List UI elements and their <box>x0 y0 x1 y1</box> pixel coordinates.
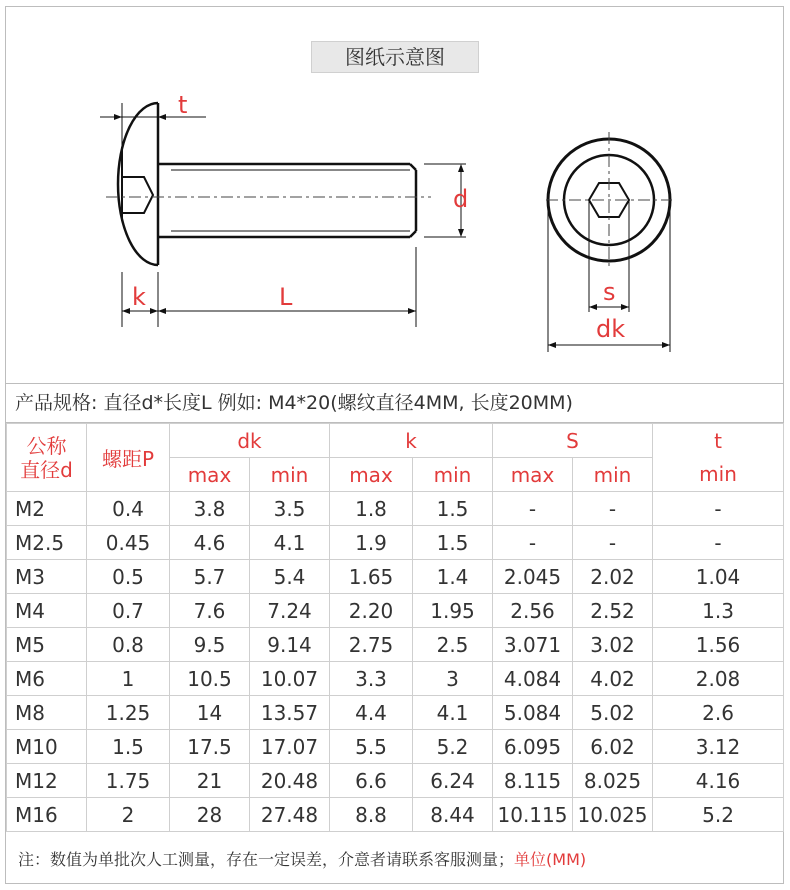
table-cell: 1.5 <box>413 526 493 560</box>
table-cell: 3.3 <box>330 662 413 696</box>
table-cell: M4 <box>7 594 87 628</box>
table-cell: 5.7 <box>170 560 250 594</box>
table-cell: 5.2 <box>413 730 493 764</box>
table-cell: 2.5 <box>413 628 493 662</box>
table-cell: - <box>653 492 784 526</box>
spec-line: 产品规格: 直径d*长度L 例如: M4*20(螺纹直径4MM, 长度20MM) <box>6 383 783 423</box>
label-t: t <box>178 91 188 119</box>
table-cell: 27.48 <box>250 798 330 832</box>
table-cell: 4.6 <box>170 526 250 560</box>
label-dk: dk <box>596 315 626 343</box>
label-L: L <box>279 283 293 311</box>
table-cell: 1.56 <box>653 628 784 662</box>
table-cell: 20.48 <box>250 764 330 798</box>
table-cell: 21 <box>170 764 250 798</box>
table-row <box>7 628 784 662</box>
table-cell: 5.02 <box>573 696 653 730</box>
table-cell: M3 <box>7 560 87 594</box>
table-cell: 9.14 <box>250 628 330 662</box>
table-cell: 4.16 <box>653 764 784 798</box>
table-cell: M6 <box>7 662 87 696</box>
table-cell: 2.045 <box>493 560 573 594</box>
table-cell: 3 <box>413 662 493 696</box>
table-cell: 1.65 <box>330 560 413 594</box>
table-cell: 9.5 <box>170 628 250 662</box>
table-cell: 1.3 <box>653 594 784 628</box>
header-s: S <box>493 424 653 458</box>
table-cell: 1.4 <box>413 560 493 594</box>
table-cell: 8.115 <box>493 764 573 798</box>
table-cell: 4.1 <box>250 526 330 560</box>
table-cell: - <box>573 492 653 526</box>
label-d: d <box>453 185 469 213</box>
table-cell: 7.6 <box>170 594 250 628</box>
table-cell: 3.8 <box>170 492 250 526</box>
table-cell: 28 <box>170 798 250 832</box>
header-dk: dk <box>170 424 330 458</box>
table-cell: 1.5 <box>413 492 493 526</box>
table-cell: 3.5 <box>250 492 330 526</box>
table-cell: 6.02 <box>573 730 653 764</box>
table-row <box>7 526 784 560</box>
header-k: k <box>330 424 493 458</box>
table-row <box>7 594 784 628</box>
table-cell: M16 <box>7 798 87 832</box>
header-s-min: min <box>573 458 653 492</box>
table-cell: 1.25 <box>87 696 170 730</box>
table-cell: 1 <box>87 662 170 696</box>
diagram-title: 图纸示意图 <box>311 41 479 73</box>
table-cell: 1.5 <box>87 730 170 764</box>
table-cell: - <box>493 526 573 560</box>
header-s-max: max <box>493 458 573 492</box>
table-cell: 4.4 <box>330 696 413 730</box>
table-cell: M5 <box>7 628 87 662</box>
table-cell: 10.025 <box>573 798 653 832</box>
spec-table <box>6 423 784 832</box>
table-row <box>7 492 784 526</box>
header-k-min: min <box>413 458 493 492</box>
table-cell: - <box>653 526 784 560</box>
table-cell: 2.08 <box>653 662 784 696</box>
footnote-text: 注：数值为单批次人工测量，存在一定误差，介意者请联系客服测量； <box>18 850 515 869</box>
table-cell: 2.20 <box>330 594 413 628</box>
table-cell: 5.5 <box>330 730 413 764</box>
table-cell: 1.75 <box>87 764 170 798</box>
table-row <box>7 730 784 764</box>
table-row <box>7 764 784 798</box>
table-cell: 4.1 <box>413 696 493 730</box>
table-cell: - <box>573 526 653 560</box>
table-cell: 3.02 <box>573 628 653 662</box>
table-cell: 0.7 <box>87 594 170 628</box>
table-cell: M2.5 <box>7 526 87 560</box>
table-cell: 0.4 <box>87 492 170 526</box>
table-cell: M10 <box>7 730 87 764</box>
table-cell: 7.24 <box>250 594 330 628</box>
table-cell: 2.52 <box>573 594 653 628</box>
label-k: k <box>132 283 146 311</box>
table-cell: 8.44 <box>413 798 493 832</box>
table-cell: 3.071 <box>493 628 573 662</box>
table-cell: 10.5 <box>170 662 250 696</box>
table-cell: 8.8 <box>330 798 413 832</box>
header-dk-max: max <box>170 458 250 492</box>
table-cell: 10.07 <box>250 662 330 696</box>
table-cell: 2.6 <box>653 696 784 730</box>
table-cell: 0.5 <box>87 560 170 594</box>
table-cell: 13.57 <box>250 696 330 730</box>
table-cell: 17.5 <box>170 730 250 764</box>
label-s: s <box>603 278 616 306</box>
table-row <box>7 662 784 696</box>
table-cell: 5.4 <box>250 560 330 594</box>
header-k-max: max <box>330 458 413 492</box>
table-row <box>7 798 784 832</box>
table-cell: 14 <box>170 696 250 730</box>
table-cell: 3.12 <box>653 730 784 764</box>
table-cell: 2 <box>87 798 170 832</box>
screw-diagram <box>6 7 783 382</box>
header-nominal-diameter: 公称 直径d <box>7 424 87 492</box>
table-cell: 1.95 <box>413 594 493 628</box>
table-row <box>7 560 784 594</box>
table-cell: 0.8 <box>87 628 170 662</box>
header-t-min: min <box>653 458 784 492</box>
table-cell: 2.75 <box>330 628 413 662</box>
header-pitch: 螺距P <box>87 424 170 492</box>
header-dk-min: min <box>250 458 330 492</box>
table-cell: 1.04 <box>653 560 784 594</box>
table-cell: 2.56 <box>493 594 573 628</box>
table-cell: 6.24 <box>413 764 493 798</box>
table-cell: M2 <box>7 492 87 526</box>
header-t: t <box>653 424 784 458</box>
table-cell: 10.115 <box>493 798 573 832</box>
table-cell: 1.8 <box>330 492 413 526</box>
table-cell: 8.025 <box>573 764 653 798</box>
table-cell: 2.02 <box>573 560 653 594</box>
table-cell: 1.9 <box>330 526 413 560</box>
table-cell: - <box>493 492 573 526</box>
table-row <box>7 696 784 730</box>
table-header-row-1 <box>7 424 784 458</box>
table-cell: 5.084 <box>493 696 573 730</box>
table-cell: M8 <box>7 696 87 730</box>
table-body <box>7 492 784 832</box>
table-cell: 17.07 <box>250 730 330 764</box>
table-cell: M12 <box>7 764 87 798</box>
table-cell: 0.45 <box>87 526 170 560</box>
table-cell: 5.2 <box>653 798 784 832</box>
table-cell: 4.084 <box>493 662 573 696</box>
table-cell: 6.095 <box>493 730 573 764</box>
footnote <box>6 843 783 883</box>
table-cell: 4.02 <box>573 662 653 696</box>
unit-label: 单位(MM) <box>514 850 587 869</box>
table-cell: 6.6 <box>330 764 413 798</box>
screw-head-outline <box>118 103 158 265</box>
